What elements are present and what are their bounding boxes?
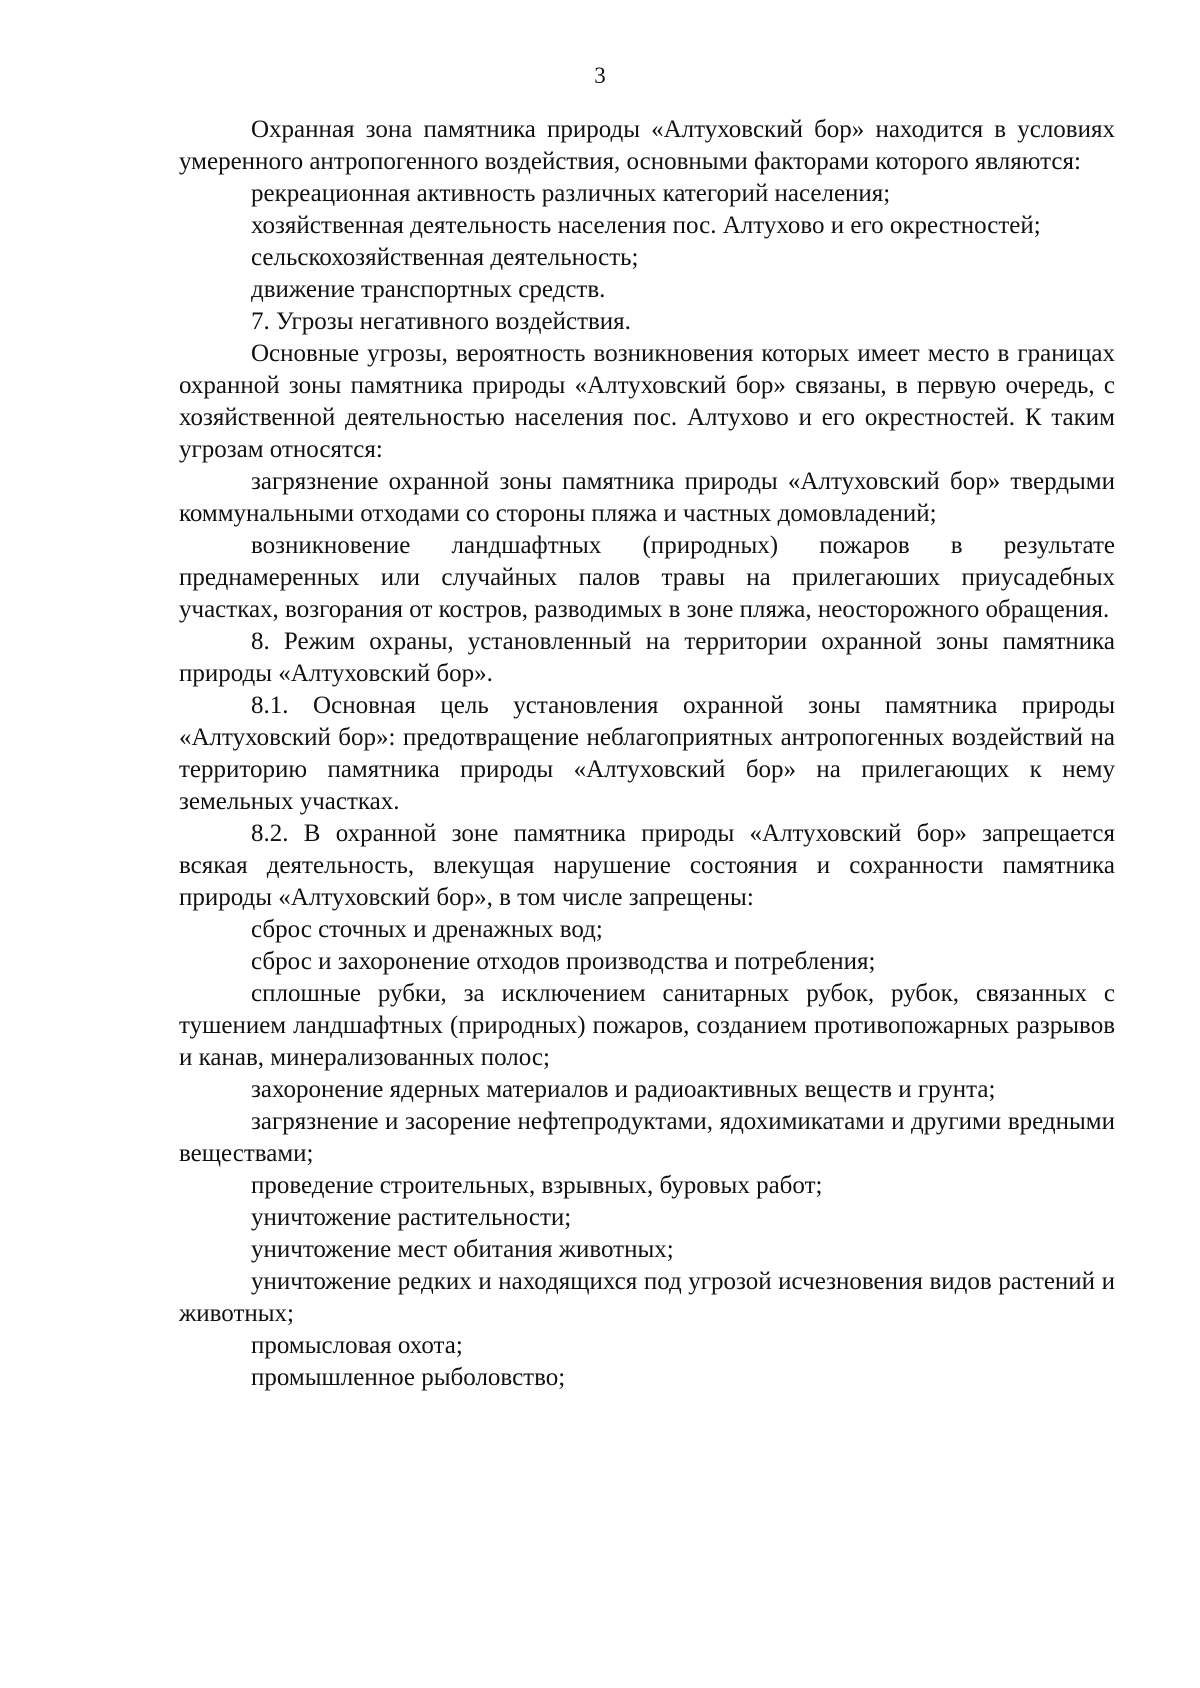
- list-item-fires: возникновение ландшафтных (природных) пожаров в результате преднамеренных или случайных палов травы на прилегаюших приусадебных участках, возгорания от костров, разводимых в зоне пляжа, неосторожного обращения.: [179, 532, 1115, 623]
- list-item-rare-species: уничтожение редких и находящихся под угрозой исчезновения видов растений и животных;: [179, 1268, 1115, 1327]
- list-item-clear-cutting: сплошные рубки, за исключением санитарных рубок, рубок, связанных с тушением ландшафтных (природных) пожаров, созданием противопожарных разрывов и канав, минерализованных полос;: [179, 980, 1115, 1071]
- paragraph-8-1: 8.1. Основная цель установления охранной зоны памятника природы «Алтуховский бор»: предотвращение неблагоприятных антропогенных воздействий на территорию памятника природы «Алтуховский бор» на прилегающих к нему земельных участках.: [179, 692, 1115, 815]
- list-item-vegetation-destruction: уничтожение растительности;: [251, 1204, 572, 1231]
- list-item-industrial-fishing: промышленное рыболовство;: [251, 1364, 566, 1391]
- page-number: 3: [594, 63, 606, 88]
- list-item-recreation: рекреационная активность различных категорий населения;: [251, 180, 891, 207]
- paragraph-intro: Охранная зона памятника природы «Алтуховский бор» находится в условиях умеренного антропогенного воздействия, основными факторами которого являются:: [179, 116, 1115, 175]
- list-item-nuclear-burial: захоронение ядерных материалов и радиоактивных веществ и грунта;: [251, 1076, 996, 1103]
- list-item-pollution-waste: загрязнение охранной зоны памятника природы «Алтуховский бор» твердыми коммунальными отходами со стороны пляжа и частных домовладений;: [179, 468, 1115, 527]
- paragraph-8-2: 8.2. В охранной зоне памятника природы «Алтуховский бор» запрещается всякая деятельность, влекущая нарушение состояния и сохранности памятника природы «Алтуховский бор», в том числе запрещены:: [179, 820, 1115, 911]
- list-item-waste-disposal: сброс и захоронение отходов производства и потребления;: [251, 948, 876, 975]
- list-item-agriculture: сельскохозяйственная деятельность;: [251, 244, 639, 271]
- list-item-chemical-pollution: загрязнение и засорение нефтепродуктами, ядохимикатами и другими вредными веществами;: [179, 1108, 1115, 1167]
- list-item-commercial-hunting: промысловая охота;: [251, 1332, 463, 1359]
- paragraph-main-threats: Основные угрозы, вероятность возникновения которых имеет место в границах охранной зоны памятника природы «Алтуховский бор» связаны, в первую очередь, с хозяйственной деятельностью населения пос. Алтухово и его окрестностей. К таким угрозам относятся:: [179, 340, 1115, 463]
- list-item-wastewater: сброс сточных и дренажных вод;: [251, 916, 603, 943]
- section-heading-protection-regime: 8. Режим охраны, установленный на территории охранной зоны памятника природы «Алтуховский бор».: [179, 628, 1115, 687]
- list-item-habitat-destruction: уничтожение мест обитания животных;: [251, 1236, 674, 1263]
- list-item-economic-activity: хозяйственная деятельность населения пос. Алтухово и его окрестностей;: [251, 212, 1041, 239]
- list-item-transport: движение транспортных средств.: [251, 276, 606, 303]
- document-body: [179, 114, 1115, 1394]
- section-heading-threats: 7. Угрозы негативного воздействия.: [251, 308, 631, 335]
- list-item-construction: проведение строительных, взрывных, буровых работ;: [251, 1172, 823, 1199]
